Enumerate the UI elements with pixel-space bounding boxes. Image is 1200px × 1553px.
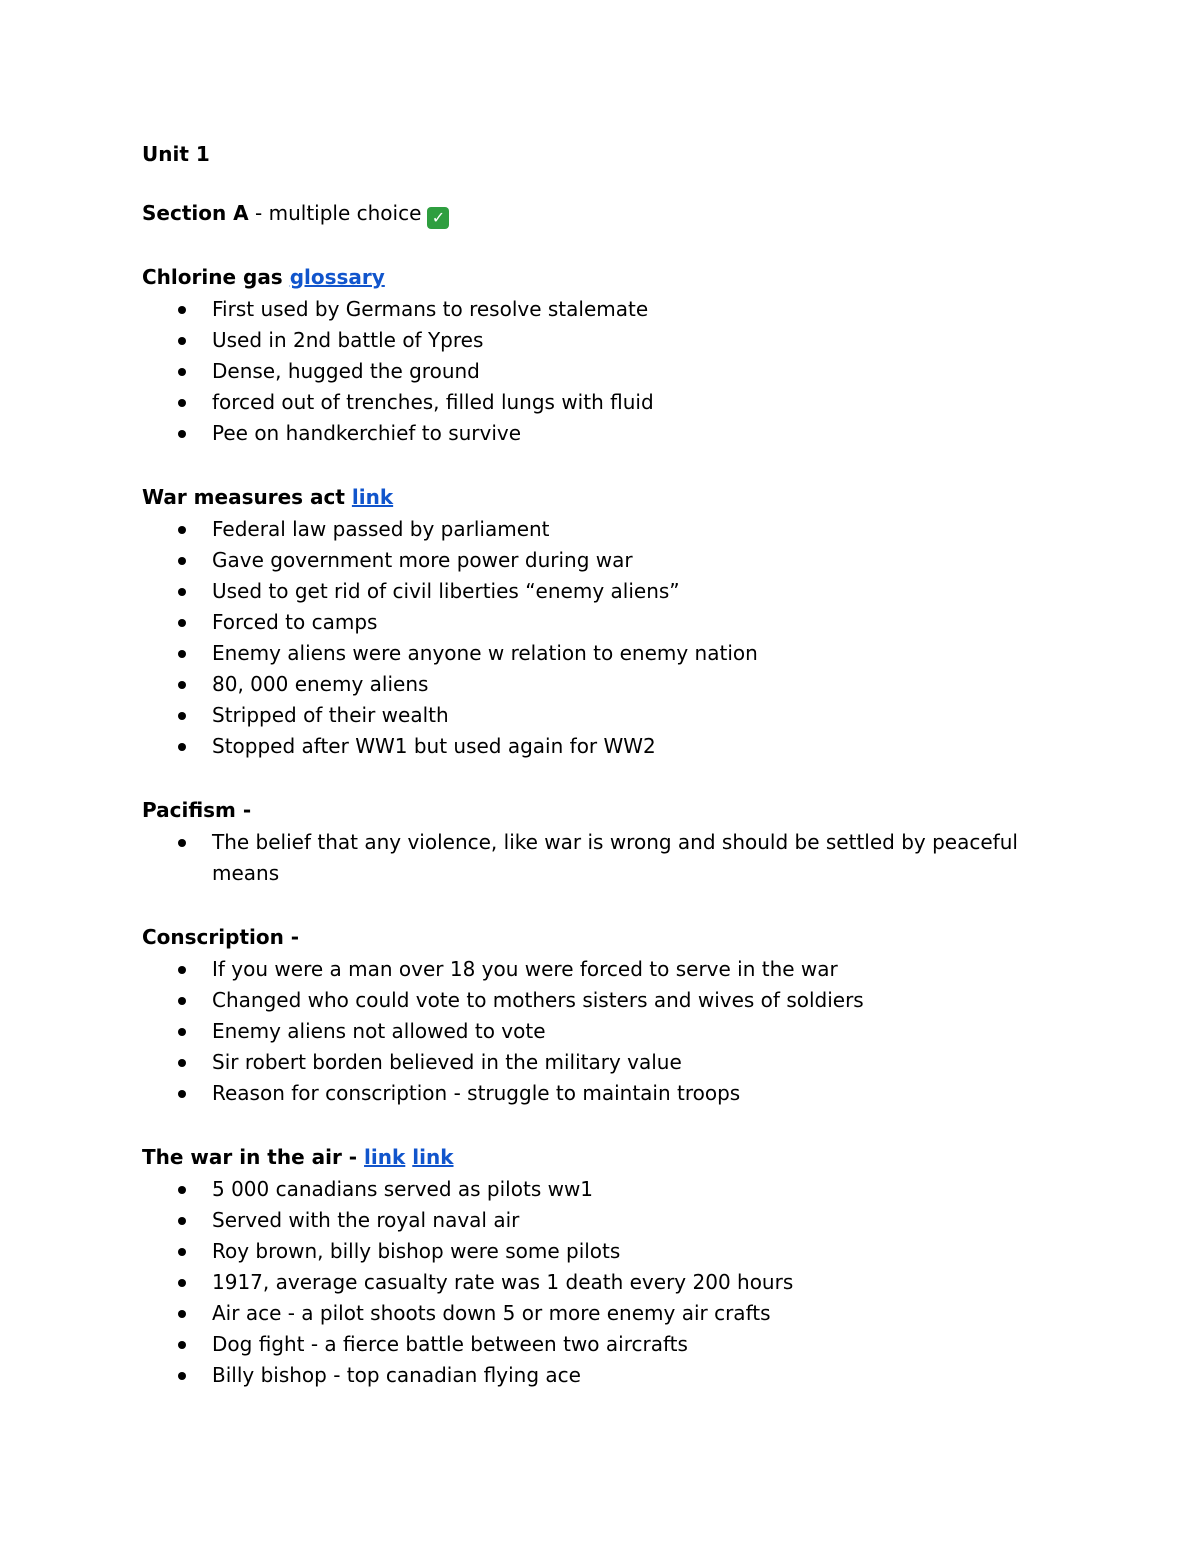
bullet-icon (178, 337, 186, 345)
bullet-icon (178, 368, 186, 376)
heading-text: Conscription - (142, 925, 300, 949)
list-item (142, 1016, 1080, 1047)
list-item (142, 325, 1080, 356)
list-item-text: Roy brown, billy bishop were some pilots (212, 1239, 621, 1263)
list-item-text: First used by Germans to resolve stalemate (212, 297, 649, 321)
notes-body (142, 263, 1080, 1391)
list-item (142, 607, 1080, 638)
bullet-icon (178, 1059, 186, 1067)
bullet-icon (178, 1279, 186, 1287)
block-heading (142, 263, 1080, 291)
check-mark-icon: ✓ (427, 207, 449, 229)
list-item (142, 1047, 1080, 1078)
block-heading (142, 1143, 1080, 1171)
note-block (142, 1143, 1080, 1391)
list-item-text: Stopped after WW1 but used again for WW2 (212, 734, 656, 758)
bullet-icon (178, 681, 186, 689)
list-item-text: Dense, hugged the ground (212, 359, 480, 383)
bullet-icon (178, 1310, 186, 1318)
bullet-icon (178, 306, 186, 314)
list-item-text: 1917, average casualty rate was 1 death every 200 hours (212, 1270, 794, 1294)
list-item-text: Billy bishop - top canadian flying ace (212, 1363, 581, 1387)
list-item-text: The belief that any violence, like war is wrong and should be settled by peaceful means (212, 830, 1018, 885)
bullet-icon (178, 1341, 186, 1349)
list-item (142, 669, 1080, 700)
note-block (142, 923, 1080, 1109)
heading-text: Chlorine gas (142, 265, 283, 289)
block-heading (142, 923, 1080, 951)
list-item (142, 1298, 1080, 1329)
list-item-text: Gave government more power during war (212, 548, 633, 572)
bullet-icon (178, 839, 186, 847)
hyperlink[interactable]: link (364, 1145, 406, 1169)
list-item-text: Enemy aliens not allowed to vote (212, 1019, 546, 1043)
block-heading (142, 483, 1080, 511)
list-item (142, 731, 1080, 762)
bullet-icon (178, 1090, 186, 1098)
heading-text: War measures act (142, 485, 345, 509)
bullet-icon (178, 619, 186, 627)
list-item-text: Sir robert borden believed in the military value (212, 1050, 682, 1074)
document-title: Unit 1 (142, 142, 210, 166)
bullet-list (142, 1174, 1080, 1391)
section-label: Section A (142, 201, 249, 225)
list-item (142, 827, 1080, 889)
list-item-text: Used in 2nd battle of Ypres (212, 328, 484, 352)
list-item-text: 80, 000 enemy aliens (212, 672, 429, 696)
bullet-icon (178, 1248, 186, 1256)
list-item-text: Pee on handkerchief to survive (212, 421, 522, 445)
bullet-icon (178, 1217, 186, 1225)
list-item (142, 985, 1080, 1016)
hyperlink[interactable]: link (351, 485, 394, 509)
bullet-icon (178, 557, 186, 565)
bullet-icon (178, 712, 186, 720)
list-item (142, 418, 1080, 449)
block-heading (142, 796, 1080, 824)
list-item-text: Stripped of their wealth (212, 703, 449, 727)
bullet-icon (178, 588, 186, 596)
list-item (142, 638, 1080, 669)
list-item (142, 387, 1080, 418)
list-item-text: Served with the royal naval air (212, 1208, 520, 1232)
bullet-icon (178, 997, 186, 1005)
list-item-text: Used to get rid of civil liberties “enemy aliens” (212, 579, 680, 603)
list-item (142, 576, 1080, 607)
list-item-text: Forced to camps (212, 610, 378, 634)
bullet-icon (178, 430, 186, 438)
list-item-text: Reason for conscription - struggle to maintain troops (212, 1081, 741, 1105)
list-item-text: Changed who could vote to mothers sisters and wives of soldiers (212, 988, 864, 1012)
note-block (142, 796, 1080, 889)
list-item (142, 545, 1080, 576)
list-item-text: Dog fight - a fierce battle between two aircrafts (212, 1332, 688, 1356)
list-item (142, 1267, 1080, 1298)
list-item-text: forced out of trenches, filled lungs with fluid (212, 390, 654, 414)
list-item-text: Air ace - a pilot shoots down 5 or more enemy air crafts (212, 1301, 771, 1325)
list-item (142, 1078, 1080, 1109)
list-item (142, 1329, 1080, 1360)
section-line (142, 199, 1080, 229)
bullet-list (142, 827, 1080, 889)
bullet-list (142, 294, 1080, 449)
heading-text: The war in the air - (142, 1145, 358, 1169)
list-item (142, 356, 1080, 387)
section-type: - multiple choice (248, 201, 422, 225)
list-item (142, 514, 1080, 545)
bullet-icon (178, 399, 186, 407)
list-item (142, 294, 1080, 325)
hyperlink[interactable]: link (412, 1145, 454, 1169)
bullet-icon (178, 966, 186, 974)
list-item-text: 5 000 canadians served as pilots ww1 (212, 1177, 594, 1201)
bullet-list (142, 514, 1080, 762)
list-item (142, 700, 1080, 731)
list-item (142, 1205, 1080, 1236)
list-item (142, 1360, 1080, 1391)
bullet-icon (178, 1372, 186, 1380)
list-item (142, 954, 1080, 985)
bullet-icon (178, 1028, 186, 1036)
bullet-icon (178, 526, 186, 534)
list-item-text: Enemy aliens were anyone w relation to enemy nation (212, 641, 758, 665)
bullet-icon (178, 650, 186, 658)
bullet-icon (178, 1186, 186, 1194)
heading-text: Pacifism - (142, 798, 252, 822)
hyperlink[interactable]: glossary (289, 265, 385, 289)
list-item-text: If you were a man over 18 you were forced to serve in the war (212, 957, 838, 981)
list-item (142, 1174, 1080, 1205)
list-item-text: Federal law passed by parliament (212, 517, 550, 541)
bullet-icon (178, 743, 186, 751)
note-block (142, 263, 1080, 449)
list-item (142, 1236, 1080, 1267)
bullet-list (142, 954, 1080, 1109)
note-block (142, 483, 1080, 762)
